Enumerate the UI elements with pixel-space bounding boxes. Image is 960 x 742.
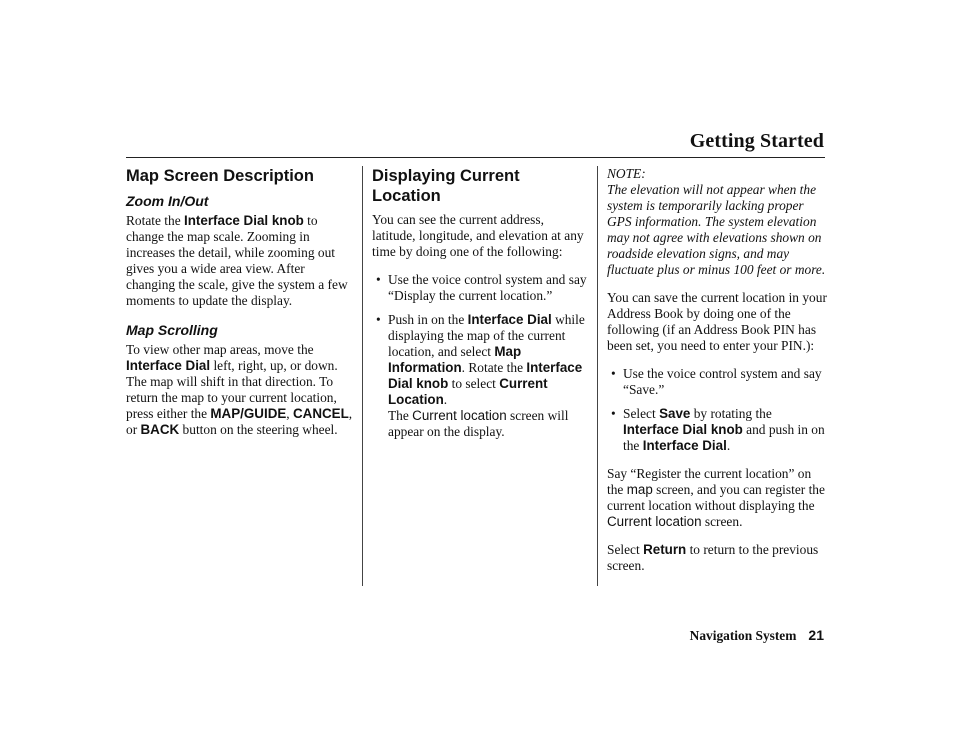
text-run: Say “Register the current location” on the <box>607 466 812 497</box>
paragraph-save-intro: You can save the current location in your Address Book by doing one of the following (if an Address Book PIN has been set, you need to enter your PIN.): <box>607 290 827 353</box>
text-run: . <box>443 392 448 407</box>
text-run: Rotate the <box>126 213 185 228</box>
screen-name-current-location: Current location <box>607 514 702 529</box>
section-heading-current-location: Displaying Current Location <box>372 167 520 205</box>
page-header-title: Getting Started <box>689 130 824 152</box>
paragraph-current-location-intro: You can see the current address, latitude, longitude, and elevation at any time by doing one of the following: <box>372 212 584 259</box>
text-run: Select <box>623 406 660 421</box>
term-interface-dial-knob: Interface Dial knob <box>623 422 743 437</box>
text-run: . <box>726 438 731 453</box>
page-footer <box>690 627 824 644</box>
paragraph-register <box>607 466 827 530</box>
screen-name-map: map <box>626 482 653 497</box>
text-run: screen, and you can register the current location without displaying the <box>607 482 825 513</box>
term-interface-dial: Interface Dial <box>467 312 552 327</box>
page-number: 21 <box>808 627 824 643</box>
text-run: The <box>388 408 413 423</box>
text-run: To view other map areas, move the <box>126 342 314 357</box>
bullet-voice-save: • Use the voice control system and say “Save.” <box>607 366 827 398</box>
column-map-screen-description <box>126 166 354 450</box>
subheading-zoom: Zoom In/Out <box>126 193 209 209</box>
text-run: to change the map scale. Zooming in increases the detail, while zooming out gives you a wide area view. After changing the scale, give the system a few moments to update the display. <box>126 213 348 308</box>
text-run: button on the steering wheel. <box>179 422 338 437</box>
footer-section-name: Navigation System <box>689 628 797 643</box>
paragraph-map-scrolling <box>126 342 354 438</box>
term-interface-dial-knob: Interface Dial knob <box>388 360 583 391</box>
text-run: screen. <box>701 514 743 529</box>
note-label: NOTE: <box>607 166 646 181</box>
term-interface-dial-knob: Interface Dial knob <box>184 213 304 228</box>
subheading-map-scrolling: Map Scrolling <box>126 322 218 338</box>
text-run: to return to the previous screen. <box>607 542 819 573</box>
text-run: to select <box>448 376 500 391</box>
term-map-information: Map Information <box>388 344 522 375</box>
term-map-guide: MAP/GUIDE <box>210 406 287 421</box>
text-run: screen will appear on the display. <box>388 408 569 439</box>
text-run: Push in on the <box>388 312 468 327</box>
column-current-location <box>372 166 590 452</box>
term-back: BACK <box>140 422 180 437</box>
text-run: , <box>286 406 293 421</box>
term-interface-dial: Interface Dial <box>126 358 211 373</box>
term-cancel: CANCEL <box>293 406 349 421</box>
paragraph-return <box>607 542 827 574</box>
text-run: . Rotate the <box>461 360 527 375</box>
text-run: and push in on the <box>623 422 825 453</box>
text-run: by rotating the <box>690 406 772 421</box>
term-save: Save <box>659 406 691 421</box>
header-rule <box>126 157 825 158</box>
column-divider-left <box>362 166 363 586</box>
bullet-push-dial <box>372 312 590 440</box>
note-body: The elevation will not appear when the system is temporarily lacking proper GPS information. The system elevation may not agree with elevations shown on roadside elevation signs, and may fluctuate plus or minus 100 feet or more. <box>607 182 826 277</box>
term-current-location: Current Location <box>388 376 548 407</box>
column-note-and-save <box>607 166 827 586</box>
term-interface-dial: Interface Dial <box>642 438 727 453</box>
text-run: left, right, up, or down. The map will shift in that direction. To return the map to your current location, press either the <box>126 358 338 421</box>
section-heading-map-screen: Map Screen Description <box>126 167 314 185</box>
bullet-voice-display: • Use the voice control system and say “Display the current location.” <box>372 272 590 304</box>
text-run: , or <box>126 406 353 437</box>
bullet-select-save <box>607 406 827 454</box>
text-run: Select <box>607 542 644 557</box>
term-return: Return <box>643 542 687 557</box>
screen-name-current-location: Current location <box>412 408 507 423</box>
bullet-list-save <box>607 366 827 454</box>
column-divider-right <box>597 166 598 586</box>
text-run: while displaying the map of the current location, and select <box>388 312 585 359</box>
paragraph-zoom <box>126 213 354 309</box>
bullet-list-current-location <box>372 272 590 440</box>
